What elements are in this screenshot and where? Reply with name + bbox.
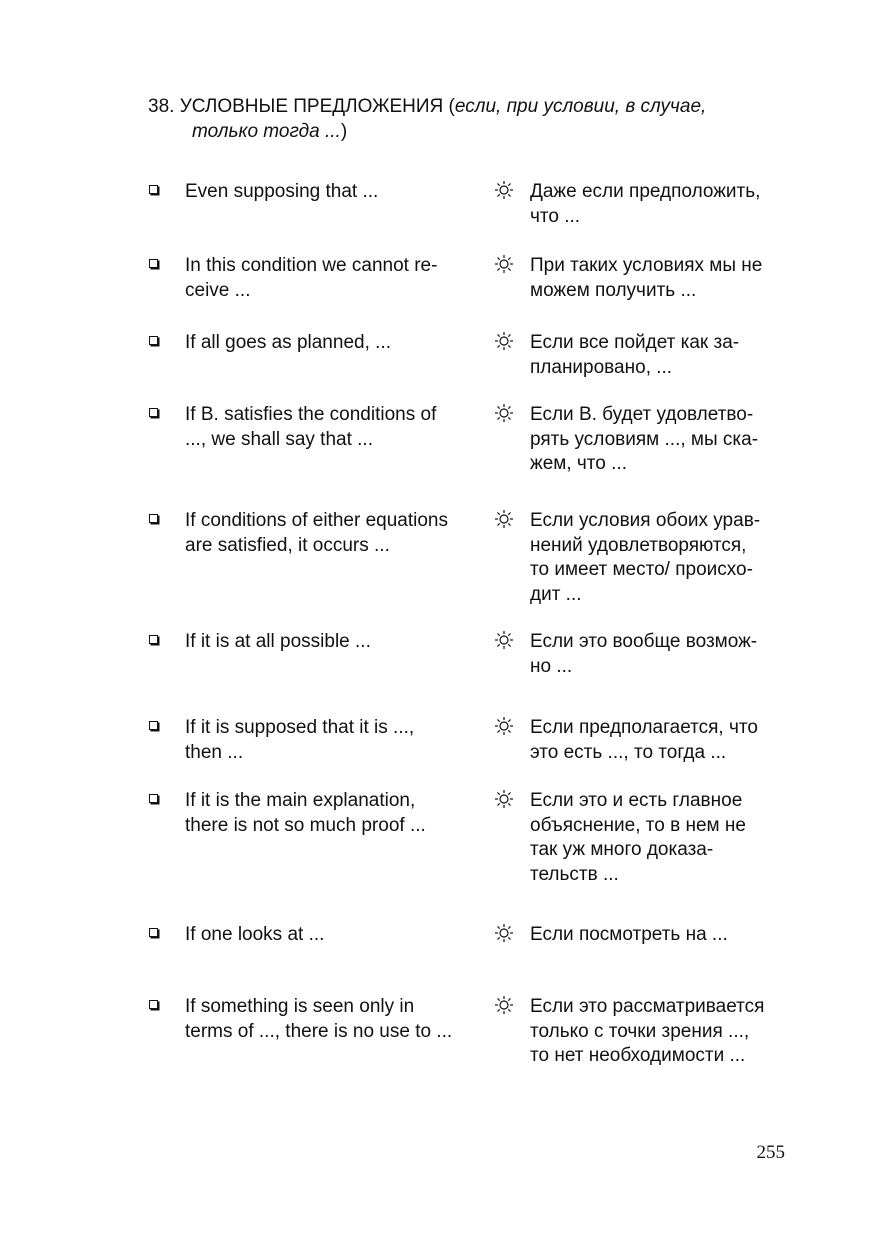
sun-icon [494,509,514,529]
russian-translation: Если это вообще возмож- но ... [530,631,758,677]
english-phrase: If all goes as planned, ... [185,332,391,353]
english-phrase: If it is the main explanation, there is not so much proof ... [185,790,426,836]
english-phrase: If one looks at ... [185,924,325,945]
checkbox-icon [149,259,158,268]
russian-translation: Если посмотреть на ... [530,924,728,945]
sun-icon [494,331,514,351]
heading-close-paren: ) [340,121,348,142]
checkbox-icon [149,794,158,803]
checkbox-icon [149,514,158,523]
checkbox-icon [149,185,158,194]
english-phrase: Even supposing that ... [185,181,379,202]
russian-translation: Если все пойдет как за- планировано, ... [530,332,740,378]
checkbox-icon [149,928,158,937]
checkbox-icon [149,336,158,345]
russian-translation: Если это и есть главное объяснение, то в нем не так уж много доказа- тельств ... [530,790,746,885]
sun-icon [494,789,514,809]
sun-icon [494,995,514,1015]
sun-icon [494,923,514,943]
checkbox-icon [149,408,158,417]
russian-translation: Если B. будет удовлетво- рять условиям ..., мы ска- жем, что ... [530,404,759,474]
english-phrase: If it is supposed that it is ..., then ... [185,717,415,763]
russian-translation: Даже если предположить, что ... [530,181,761,227]
english-phrase: If it is at all possible ... [185,631,371,652]
russian-translation: Если условия обоих урав- нений удовлетворяются, то имеет место/ происхо- дит ... [530,510,761,605]
russian-translation: Если это рассматривается только с точки зрения ..., то нет необходимости ... [530,996,765,1066]
heading-title: 38. УСЛОВНЫЕ ПРЕДЛОЖЕНИЯ ( [148,96,455,117]
russian-translation: Если предполагается, что это есть ..., то тогда ... [530,717,758,763]
sun-icon [494,254,514,274]
section-heading [148,94,788,144]
heading-italic-line2: только тогда ... [192,121,341,142]
sun-icon [494,403,514,423]
heading-italic-line1: если, при условии, в случае, [454,96,707,117]
english-phrase: If something is seen only in terms of ..., there is no use to ... [185,996,453,1042]
english-phrase: In this condition we cannot re- ceive ... [185,255,438,301]
checkbox-icon [149,1000,158,1009]
sun-icon [494,630,514,650]
sun-icon [494,716,514,736]
checkbox-icon [149,721,158,730]
english-phrase: If conditions of either equations are satisfied, it occurs ... [185,510,449,556]
russian-translation: При таких условиях мы не можем получить ... [530,255,763,301]
english-phrase: If B. satisfies the conditions of ..., we shall say that ... [185,404,437,450]
page-number: 255 [756,1142,785,1163]
sun-icon [494,180,514,200]
checkbox-icon [149,635,158,644]
